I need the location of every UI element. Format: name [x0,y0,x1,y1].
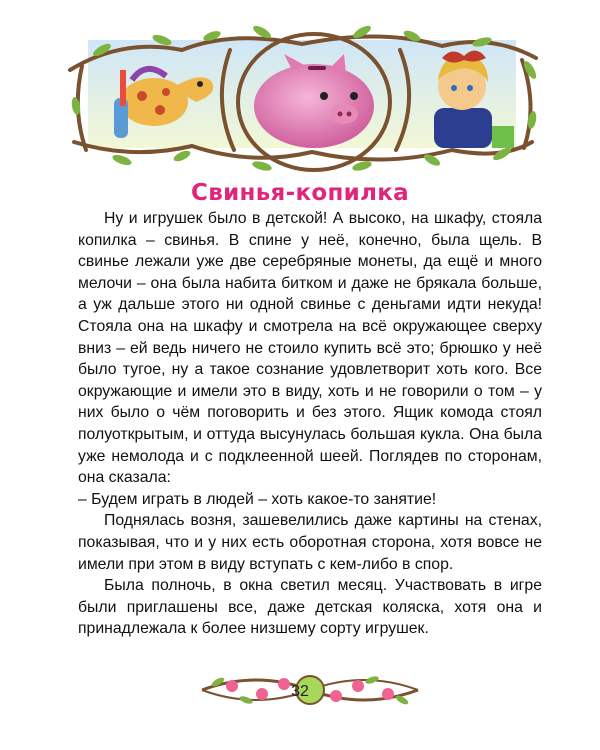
story-dialogue: – Будем играть в людей – хоть какое-то занятие! [78,490,437,508]
page-number: 32 [291,683,309,700]
story-title: Свинья-копилка [191,180,409,206]
story-paragraph: Была полночь, в окна светил месяц. Участвовать в игре были приглашены все, даже детская коляска, хотя она и принадлежала к более низшему сорту игрушек. [78,577,542,638]
story-paragraph: Ну и игрушек было в детской! А высоко, на шкафу, стояла копилка – свинья. В спине у неё, конечно, была щель. В свинье лежали уже две серебряные монеты, да ещё и много мелочи – она была набита битком и даже не брякала больше, а уж дальше этого ни одной свинье с деньгами идти некуда! Стояла она на шкафу и смотрела на всё окружающее сверху вниз – ей ведь ничего не стоило купить всё это; брюшко у неё было тугое, ну а такое сознание удовлетворит хоть кого. Все окружающие и имели это в виду, хоть и не говорили о том – у них было о чём поговорить и без этого. Ящик комода стоял полуоткрытым, и оттуда высунулась большая кукла. Она была уже немолода и с подклеенной шеей. Поглядев по сторонам, она сказала: [78,210,542,487]
story-paragraph: Поднялась возня, зашевелились даже картины на стенах, показывая, что и у них есть оборотная сторона, хотя вовсе не имели при этом в виду вступать с кем-либо в спор. [78,512,542,573]
header-illustration [62,10,542,178]
story-text [78,208,542,640]
